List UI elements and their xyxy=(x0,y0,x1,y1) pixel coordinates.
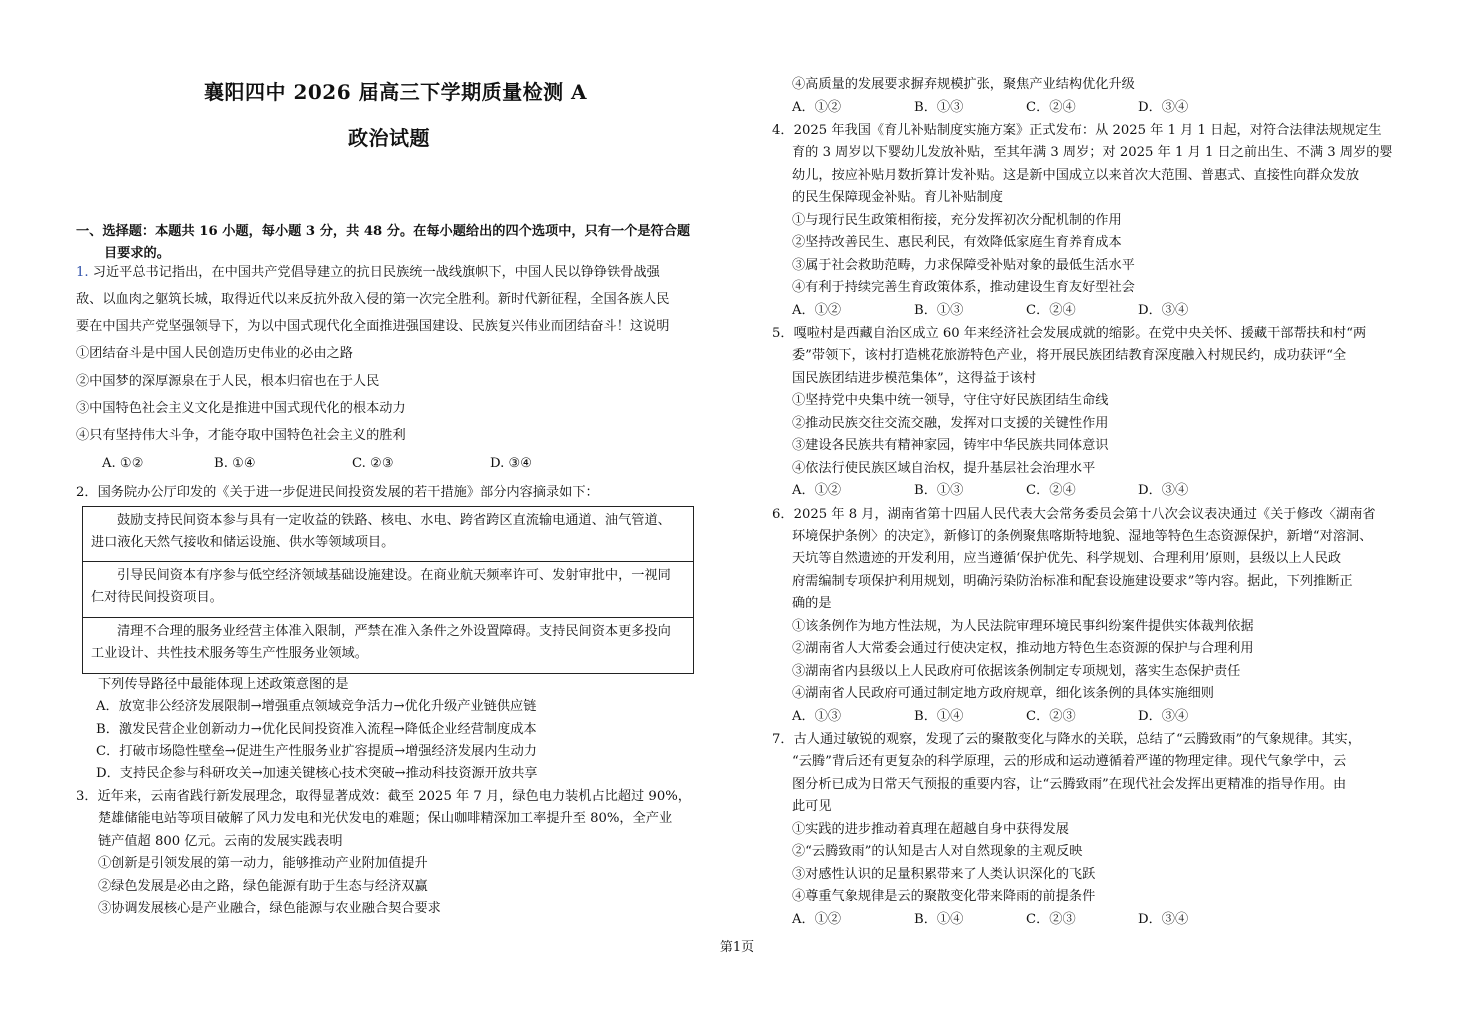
question-6-stem-line: 6．2025 年 8 月，湖南省第十四届人民代表大会常务委员会第十八次会议表决通过《关于修改〈湖南省 xyxy=(772,507,1376,522)
question-4-item: ④有利于持续完善生育政策体系，推动建设生育友好型社会 xyxy=(792,280,1135,295)
question-5-option-d: D．③④ xyxy=(1138,483,1189,498)
question-3-stem-line: 链产值超 800 亿元。云南的发展实践表明 xyxy=(98,834,343,849)
question-6-option-b: B．①④ xyxy=(914,709,964,724)
question-3-option-b: B．①③ xyxy=(914,100,964,115)
question-5-stem-line: 国民族团结进步模范集体”，这得益于该村 xyxy=(792,371,1037,386)
question-2-choice-d: D．支持民企参与科研攻关→加速关键核心技术突破→推动科技资源开放共享 xyxy=(96,766,538,781)
question-5-option-b: B．①③ xyxy=(914,483,964,498)
policy-excerpt-box-1 xyxy=(82,506,694,562)
question-1-item: ①团结奋斗是中国人民创造历史伟业的必由之路 xyxy=(76,346,353,361)
question-4-item: ①与现行民生政策相衔接，充分发挥初次分配机制的作用 xyxy=(792,213,1122,228)
question-7-item: ④尊重气象规律是云的聚散变化带来降雨的前提条件 xyxy=(792,889,1096,904)
question-6-item: ③湖南省内县级以上人民政府可依据该条例制定专项规划，落实生态保护责任 xyxy=(792,664,1241,679)
exam-subtitle: 政治试题 xyxy=(348,126,430,150)
question-3-stem-line: 3．近年来，云南省践行新发展理念，取得显著成效：截至 2025 年 7 月，绿色电力装机占比超过 90%， xyxy=(76,789,691,804)
policy-excerpt-text: 清理不合理的服务业经营主体准入限制，严禁在准入条件之外设置障碍。支持民间资本更多投向工业设计、共性技术服务等生产性服务业领域。 xyxy=(91,624,671,661)
question-2-choice-c: C．打破市场隐性壁垒→促进生产性服务业扩容提质→增强经济发展内生动力 xyxy=(96,744,537,759)
question-1-item: ②中国梦的深厚源泉在于人民，根本归宿也在于人民 xyxy=(76,374,380,389)
question-3-item: ①创新是引领发展的第一动力，能够推动产业附加值提升 xyxy=(98,856,428,871)
question-3-option-c: C．②④ xyxy=(1026,100,1076,115)
question-3-item: ④高质量的发展要求摒弃规模扩张，聚焦产业结构优化升级 xyxy=(792,77,1135,92)
question-4-option-c: C．②④ xyxy=(1026,303,1076,318)
exam-title: 襄阳四中 2026 届高三下学期质量检测 A xyxy=(204,80,588,104)
question-6-option-a: A．①③ xyxy=(792,709,842,724)
question-5-option-c: C．②④ xyxy=(1026,483,1076,498)
question-1-option-c: C. ②③ xyxy=(352,456,394,471)
question-1-number: 1. xyxy=(76,265,89,280)
question-4-stem-line: 育的 3 周岁以下婴幼儿发放补贴，至其年满 3 周岁；对 2025 年 1 月 1 日之前出生、不满 3 周岁的婴 xyxy=(792,145,1393,160)
question-1-item: ④只有坚持伟大斗争，才能夺取中国特色社会主义的胜利 xyxy=(76,428,406,443)
question-1-option-b: B. ①④ xyxy=(214,456,256,471)
question-5-stem-line: 委”带领下，该村打造桃花旅游特色产业，将开展民族团结教育深度融入村规民约，成功获评“全 xyxy=(792,348,1347,363)
question-6-stem-line: 天坑等自然遗迹的开发利用，应当遵循‘保护优先、科学规划、合理利用’原则，县级以上人民政 xyxy=(792,551,1342,566)
question-7-option-b: B．①④ xyxy=(914,912,964,927)
section-heading: 一、选择题：本题共 16 小题，每小题 3 分，共 48 分。在每小题给出的四个选项中，只有一个是符合题 xyxy=(76,224,691,239)
question-7-item: ②“云腾致雨”的认知是古人对自然现象的主观反映 xyxy=(792,844,1083,859)
question-4-option-a: A．①② xyxy=(792,303,842,318)
question-7-stem-line: 7．古人通过敏锐的观察，发现了云的聚散变化与降水的关联，总结了“云腾致雨”的气象规律。其实， xyxy=(772,732,1361,747)
page-number: 第1页 xyxy=(719,940,755,955)
section-heading-cont: 目要求的。 xyxy=(104,246,170,261)
question-3-stem-line: 楚雄储能电站等项目破解了风力发电和光伏发电的难题；保山咖啡精深加工率提升至 80%，全产业 xyxy=(98,811,673,826)
question-2-question: 下列传导路径中最能体现上述政策意图的是 xyxy=(98,677,349,692)
question-1-stem-line: 要在中国共产党坚强领导下，为以中国式现代化全面推进强国建设、民族复兴伟业而团结奋斗！这说明 xyxy=(76,319,670,334)
question-1-option-a: A. ①② xyxy=(102,456,144,471)
question-6-option-c: C．②③ xyxy=(1026,709,1076,724)
question-6-item: ④湖南省人民政府可通过制定地方政府规章，细化该条例的具体实施细则 xyxy=(792,686,1214,701)
question-6-item: ①该条例作为地方性法规，为人民法院审理环境民事纠纷案件提供实体裁判依据 xyxy=(792,619,1254,634)
question-4-item: ②坚持改善民生、惠民利民，有效降低家庭生育养育成本 xyxy=(792,235,1122,250)
question-7-item: ①实践的进步推动着真理在超越自身中获得发展 xyxy=(792,822,1069,837)
question-1-option-d: D. ③④ xyxy=(490,456,533,471)
question-6-stem-line: 确的是 xyxy=(792,596,832,611)
question-7-option-a: A．①② xyxy=(792,912,842,927)
question-4-stem-line: 4．2025 年我国《育儿补贴制度实施方案》正式发布：从 2025 年 1 月 1 日起，对符合法律法规规定生 xyxy=(772,123,1382,138)
question-2-choice-b: B．激发民营企业创新动力→优化民间投资准入流程→降低企业经营制度成本 xyxy=(96,722,537,737)
question-5-option-a: A．①② xyxy=(792,483,842,498)
question-2-stem: 2．国务院办公厅印发的《关于进一步促进民间投资发展的若干措施》部分内容摘录如下： xyxy=(76,485,599,500)
question-4-option-d: D．③④ xyxy=(1138,303,1189,318)
question-3-item: ②绿色发展是必由之路，绿色能源有助于生态与经济双赢 xyxy=(98,879,428,894)
question-5-item: ①坚持党中央集中统一领导，守住守好民族团结生命线 xyxy=(792,393,1109,408)
question-5-stem-line: 5．嘎啦村是西藏自治区成立 60 年来经济社会发展成就的缩影。在党中央关怀、援藏干部帮扶和村“两 xyxy=(772,326,1367,341)
question-4-item: ③属于社会救助范畴，力求保障受补贴对象的最低生活水平 xyxy=(792,258,1135,273)
question-6-stem-line: 府需编制专项保护利用规划，明确污染防治标准和配套设施建设要求”等内容。据此，下列推断正 xyxy=(792,574,1353,589)
question-4-option-b: B．①③ xyxy=(914,303,964,318)
question-5-item: ②推动民族交往交流交融，发挥对口支援的关键性作用 xyxy=(792,416,1109,431)
question-6-item: ②湖南省人大常委会通过行使决定权，推动地方特色生态资源的保护与合理利用 xyxy=(792,641,1254,656)
question-1-item: ③中国特色社会主义文化是推进中国式现代化的根本动力 xyxy=(76,401,406,416)
question-7-option-c: C．②③ xyxy=(1026,912,1076,927)
policy-excerpt-box-3 xyxy=(82,617,694,674)
question-4-stem-line: 幼儿，按应补贴月数折算计发补贴。这是新中国成立以来首次大范围、普惠式、直接性向群众发放 xyxy=(792,168,1360,183)
question-5-item: ④依法行使民族区域自治权，提升基层社会治理水平 xyxy=(792,461,1096,476)
question-7-option-d: D．③④ xyxy=(1138,912,1189,927)
question-6-stem-line: 环境保护条例〉的决定》，新修订的条例聚焦喀斯特地貌、湿地等特色生态资源保护，新增“对溶洞、 xyxy=(792,529,1373,544)
policy-excerpt-box-2 xyxy=(82,561,694,618)
question-3-option-a: A．①② xyxy=(792,100,842,115)
question-3-option-d: D．③④ xyxy=(1138,100,1189,115)
policy-excerpt-text: 引导民间资本有序参与低空经济领域基础设施建设。在商业航天频率许可、发射审批中，一视同仁对待民间投资项目。 xyxy=(91,568,671,605)
question-3-item: ③协调发展核心是产业融合，绿色能源与农业融合契合要求 xyxy=(98,901,441,916)
question-5-item: ③建设各民族共有精神家园，铸牢中华民族共同体意识 xyxy=(792,438,1109,453)
question-4-stem-line: 的民生保障现金补贴。育儿补贴制度 xyxy=(792,190,1003,205)
policy-excerpt-text: 鼓励支持民间资本参与具有一定收益的铁路、核电、水电、跨省跨区直流输电通道、油气管道、进口液化天然气接收和储运设施、供水等领域项目。 xyxy=(91,513,671,550)
question-7-stem-line: 图分析已成为日常天气预报的重要内容，让“云腾致雨”在现代社会发挥出更精准的指导作用。由 xyxy=(792,777,1347,792)
question-1-stem-line: 敌、以血肉之躯筑长城，取得近代以来反抗外敌入侵的第一次完全胜利。新时代新征程，全国各族人民 xyxy=(76,292,670,307)
question-2-choice-a: A．放宽非公经济发展限制→增强重点领域竞争活力→优化升级产业链供应链 xyxy=(96,699,537,714)
question-7-item: ③对感性认识的足量积累带来了人类认识深化的飞跃 xyxy=(792,867,1096,882)
question-7-stem-line: “云腾”背后还有更复杂的科学原理，云的形成和运动遵循着严谨的物理定律。现代气象学中，云 xyxy=(792,754,1347,769)
question-6-option-d: D．③④ xyxy=(1138,709,1189,724)
question-7-stem-line: 此可见 xyxy=(792,799,832,814)
question-1-stem-line: 1. 习近平总书记指出，在中国共产党倡导建立的抗日民族统一战线旗帜下，中国人民以铮铮铁骨战强 xyxy=(76,265,660,280)
